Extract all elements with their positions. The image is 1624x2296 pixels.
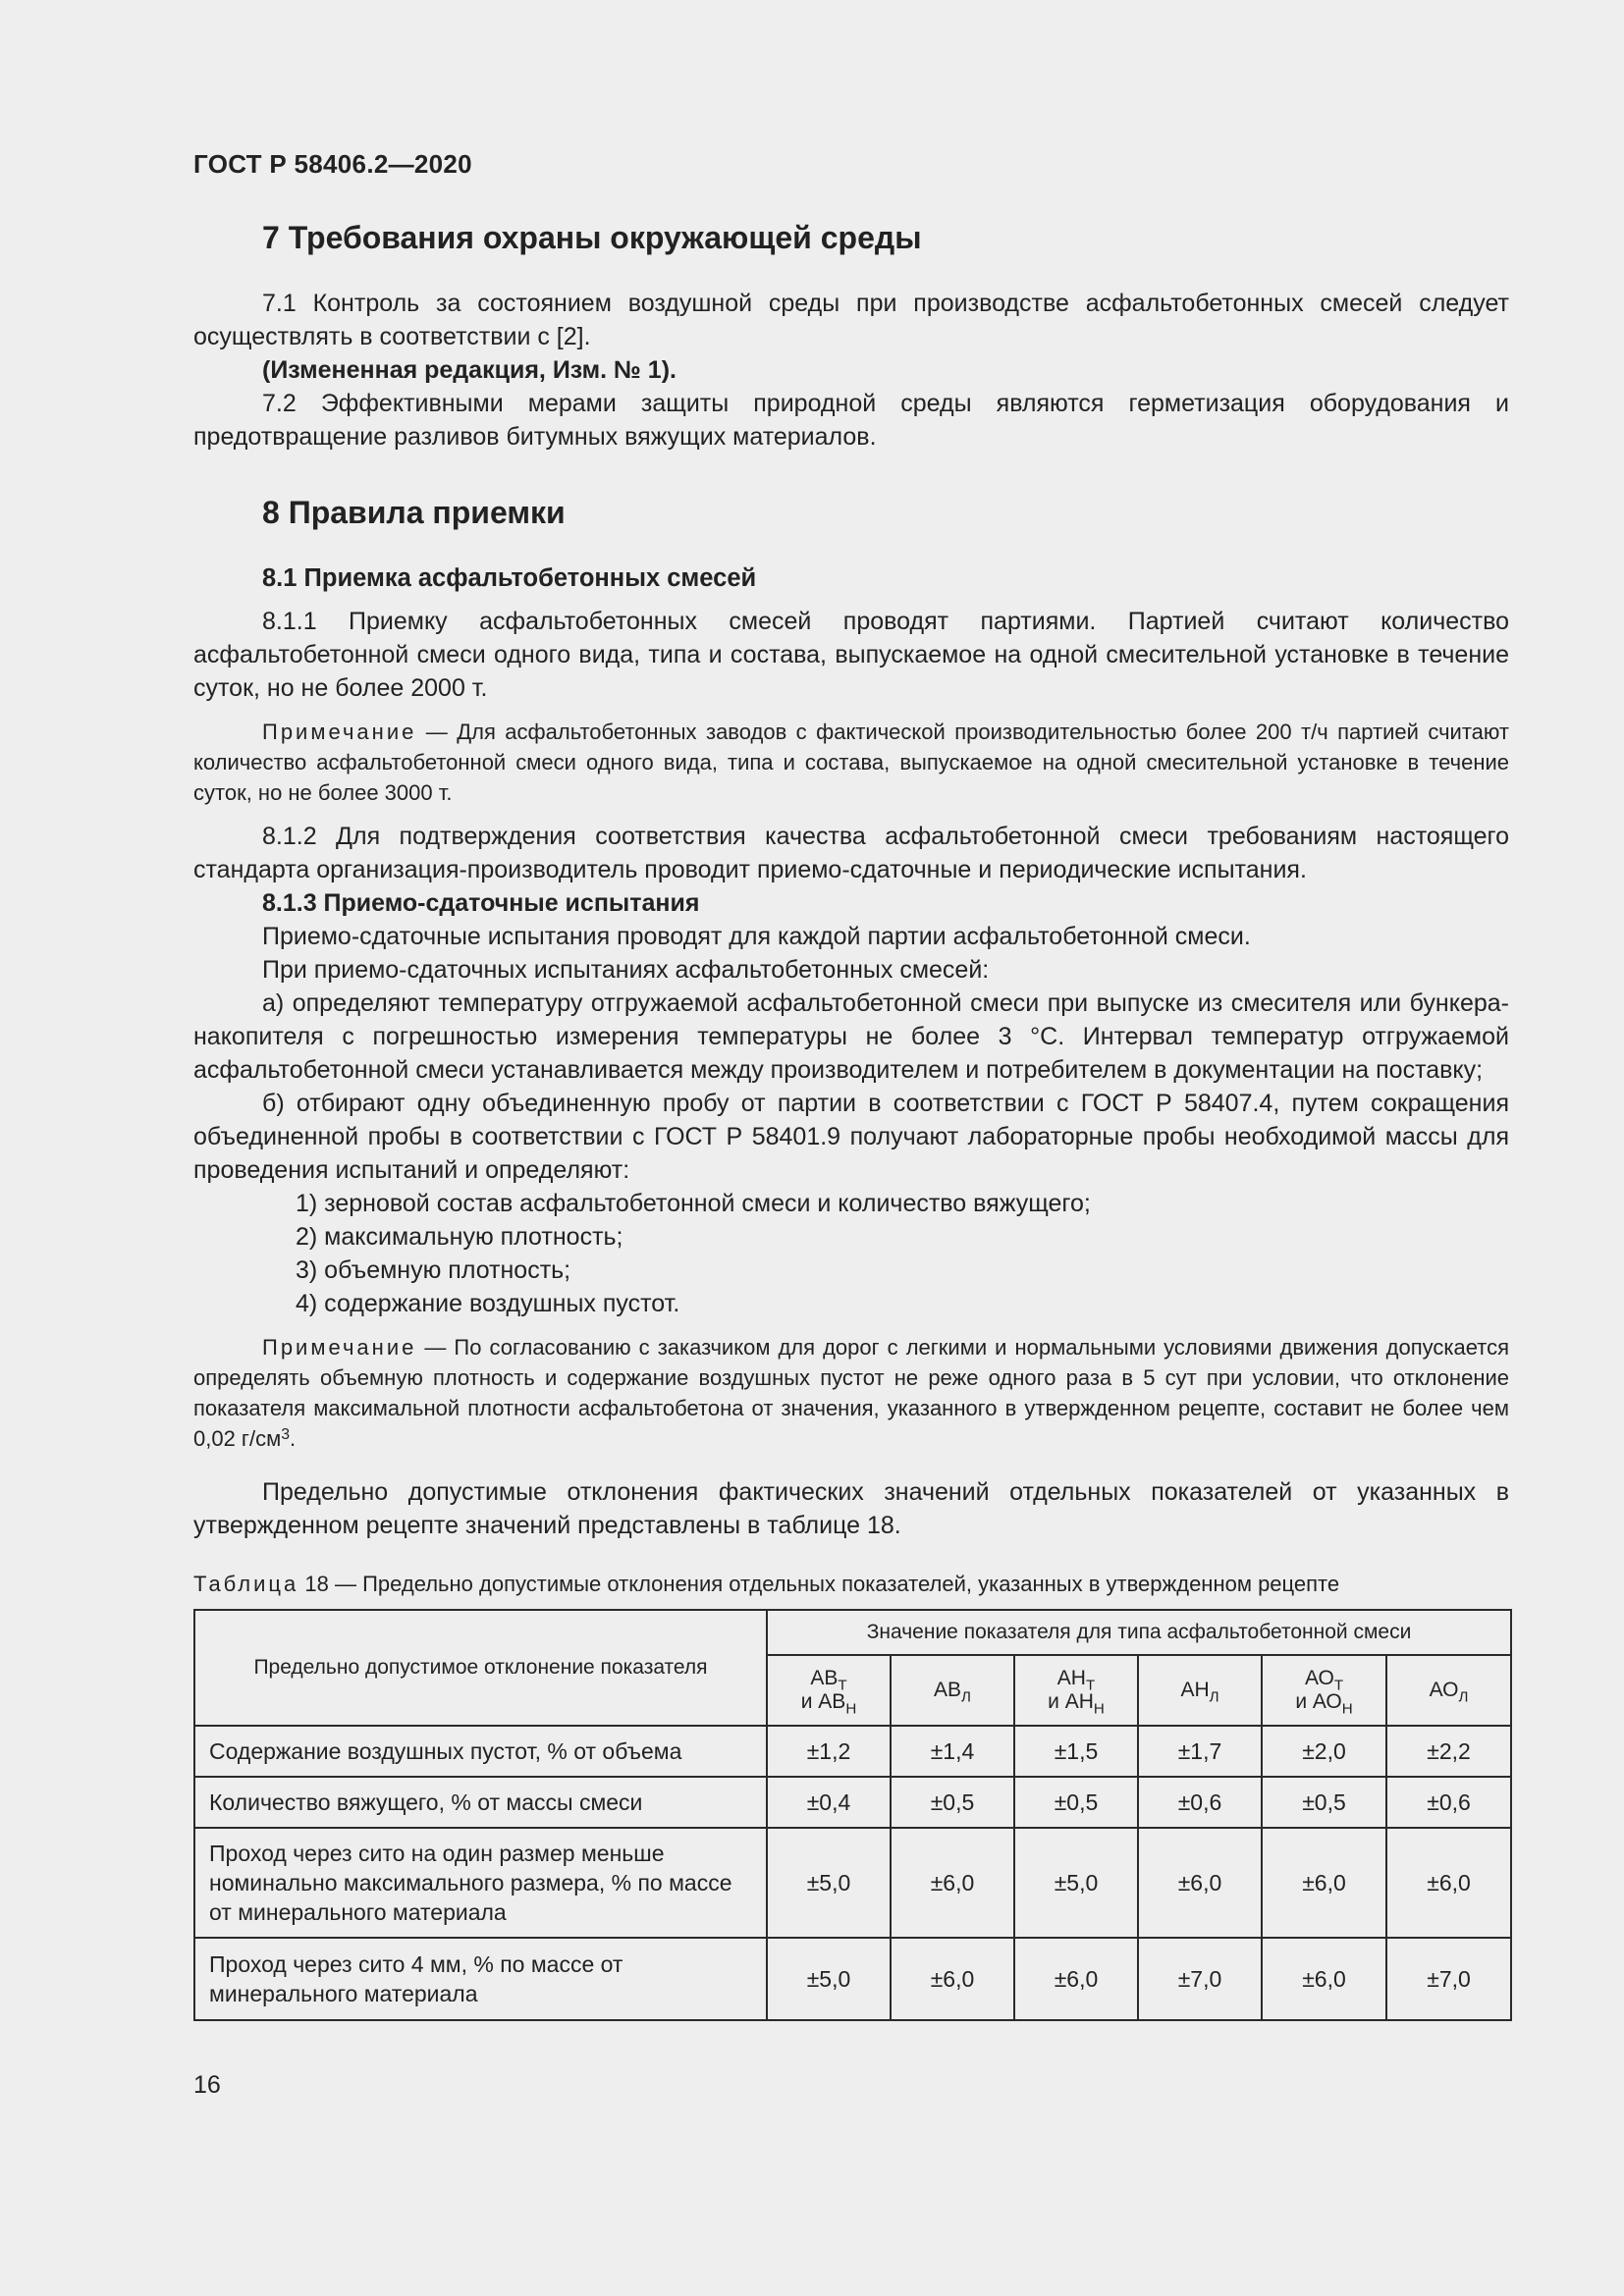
subsection-8-1-title: 8.1 Приемка асфальтобетонных смесей [262, 564, 757, 592]
row-name: Проход через сито на один размер меньше номинально максимального размера, % по массе от минерального материала [194, 1828, 767, 1938]
note-2 [193, 1332, 1509, 1454]
table-caption-text: 18 — Предельно допустимые отклонения отдельных показателей, указанных в утвержденном рецепте [298, 1572, 1340, 1596]
note-2-end: . [290, 1426, 297, 1451]
cell-value: ±7,0 [1386, 1938, 1511, 2020]
cell-value: ±6,0 [1014, 1938, 1138, 2020]
list-item-b: б) отбирают одну объединенную пробу от партии в соответствии с ГОСТ Р 58407.4, путем сокращения объединенной пробы в соответствии с ГОСТ Р 58401.9 получают лабораторные пробы необходимой массы для проведения испытаний и определяют: [193, 1090, 1509, 1184]
cell-value: ±0,5 [891, 1777, 1014, 1828]
cell-value: ±2,0 [1262, 1726, 1386, 1777]
cell-value: ±1,2 [767, 1726, 891, 1777]
cell-value: ±6,0 [1262, 1938, 1386, 2020]
cell-value: ±6,0 [891, 1938, 1014, 2020]
note-2-label: Примечание [262, 1335, 417, 1360]
column-header-an-l: $АН_Л$ [1138, 1655, 1262, 1726]
paragraph-8-1-2: 8.1.2 Для подтверждения соответствия качества асфальтобетонной смеси требованиям настоящего стандарта организация-производитель проводит приемо-сдаточные и периодические испытания. [193, 823, 1509, 883]
note-1 [193, 717, 1509, 808]
cell-value: ±0,6 [1386, 1777, 1511, 1828]
table-caption [193, 1570, 1509, 1599]
page-content [193, 218, 1509, 2021]
cell-value: ±6,0 [891, 1828, 1014, 1938]
paragraph-8-1-1: 8.1.1 Приемку асфальтобетонных смесей проводят партиями. Партией считают количество асфальтобетонной смеси одного вида, типа и состава, выпускаемое на одной смесительной установке в течение суток, но не более 2000 т. [193, 608, 1509, 702]
list-item-1: 1) зерновой состав асфальтобетонной смеси и количество вяжущего; [296, 1190, 1091, 1217]
column-header-an-t-an-n: $АН_Т$ и $АН_Н$ [1014, 1655, 1138, 1726]
note-2-text: — По согласованию с заказчиком для дорог с легкими и нормальными условиями движения допускается определять объемную плотность и содержание воздушных пустот не реже одного раза в 5 сут при условии, что отклонение показателя максимальной плотности асфальтобетона от значения, указанного в утвержденном рецепте, составит не более чем 0,02 г/см [193, 1335, 1509, 1451]
cell-value: ±6,0 [1138, 1828, 1262, 1938]
paragraph-7-1: 7.1 Контроль за состоянием воздушной среды при производстве асфальтобетонных смесей следует осуществлять в соответствии с [2]. [193, 290, 1509, 350]
section-7-title: 7 Требования охраны окружающей среды [262, 220, 922, 255]
cell-value: ±6,0 [1262, 1828, 1386, 1938]
header-indicator: Предельно допустимое отклонение показателя [194, 1610, 767, 1726]
cell-value: ±5,0 [767, 1828, 891, 1938]
edit-note: (Измененная редакция, Изм. № 1). [262, 356, 677, 384]
table-row [194, 1726, 1511, 1777]
list-item-a: а) определяют температуру отгружаемой асфальтобетонной смеси при выпуске из смесителя или бункера-накопителя с погрешностью измерения температуры не более 3 °С. Интервал температур отгружаемой асфальтобетонной смеси устанавливается между производителем и потребителем в документации на поставку; [193, 989, 1509, 1084]
cell-value: ±5,0 [1014, 1828, 1138, 1938]
table-row [194, 1828, 1511, 1938]
header-mix-type-group: Значение показателя для типа асфальтобетонной смеси [767, 1610, 1511, 1655]
cell-value: ±1,5 [1014, 1726, 1138, 1777]
running-title: ГОСТ Р 58406.2—2020 [193, 149, 472, 179]
table-row [194, 1777, 1511, 1828]
cell-value: ±1,4 [891, 1726, 1014, 1777]
column-header-ao-l: $АО_Л$ [1386, 1655, 1511, 1726]
deviation-table [193, 1609, 1512, 2021]
list-item-3: 3) объемную плотность; [296, 1256, 571, 1284]
section-8-title: 8 Правила приемки [262, 495, 566, 530]
column-header-ab-l: $АВ_Л$ [891, 1655, 1014, 1726]
page-number: 16 [193, 2071, 221, 2099]
column-header-ab-t-ab-n: $АВ_Т$ и $АВ_Н$ [767, 1655, 891, 1726]
cell-value: ±0,5 [1014, 1777, 1138, 1828]
cell-value: ±1,7 [1138, 1726, 1262, 1777]
cell-value: ±2,2 [1386, 1726, 1511, 1777]
cell-value: ±0,6 [1138, 1777, 1262, 1828]
list-item-4: 4) содержание воздушных пустот. [296, 1290, 680, 1317]
table-caption-label: Таблица [193, 1572, 299, 1596]
note-1-text: — Для асфальтобетонных заводов с фактической производительностью более 200 т/ч партией считают количество асфальтобетонной смеси одного вида, типа и состава, выпускаемое на одной смесительной установке в течение суток, но не более 3000 т. [193, 720, 1509, 805]
cell-value: ±5,0 [767, 1938, 891, 2020]
cell-value: ±7,0 [1138, 1938, 1262, 2020]
list-item-2: 2) максимальную плотность; [296, 1223, 623, 1251]
table-row [194, 1938, 1511, 2020]
cell-value: ±0,4 [767, 1777, 891, 1828]
cell-value: ±6,0 [1386, 1828, 1511, 1938]
note-2-superscript: 3 [281, 1425, 291, 1443]
row-name: Проход через сито 4 мм, % по массе от минерального материала [194, 1938, 767, 2020]
column-header-ao-t-ao-n: $АО_Т$ и $АО_Н$ [1262, 1655, 1386, 1726]
paragraph-limits: Предельно допустимые отклонения фактических значений отдельных показателей от указанных в утвержденном рецепте значений представлены в таблице 18. [193, 1478, 1509, 1539]
paragraph-8-1-3-b: При приемо-сдаточных испытаниях асфальтобетонных смесей: [262, 956, 990, 984]
note-1-label: Примечание [262, 720, 417, 744]
cell-value: ±0,5 [1262, 1777, 1386, 1828]
paragraph-8-1-3-a: Приемо-сдаточные испытания проводят для каждой партии асфальтобетонной смеси. [262, 923, 1251, 950]
row-name: Содержание воздушных пустот, % от объема [194, 1726, 767, 1777]
subsection-8-1-3-title: 8.1.3 Приемо-сдаточные испытания [262, 889, 700, 917]
row-name: Количество вяжущего, % от массы смеси [194, 1777, 767, 1828]
paragraph-7-2: 7.2 Эффективными мерами защиты природной среды являются герметизация оборудования и предотвращение разливов битумных вяжущих материалов. [193, 390, 1509, 451]
